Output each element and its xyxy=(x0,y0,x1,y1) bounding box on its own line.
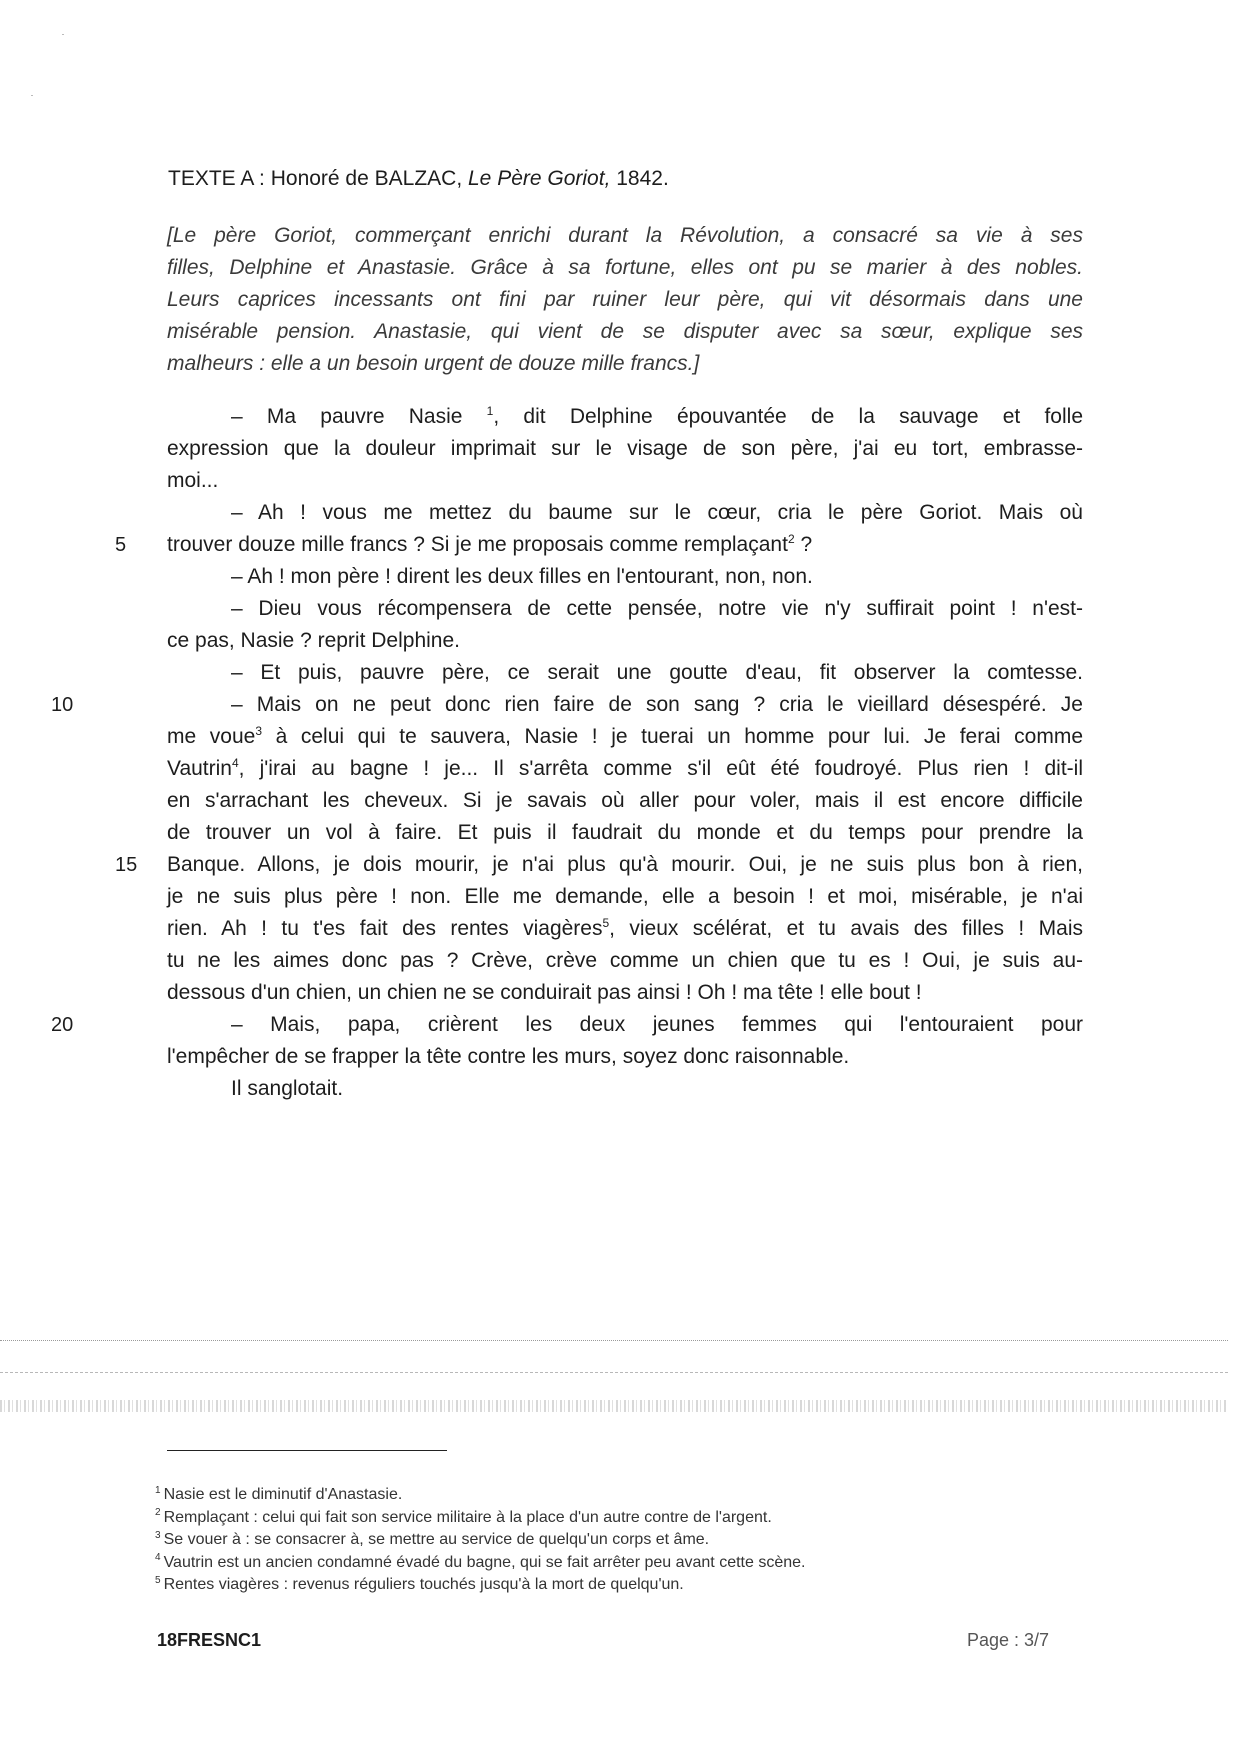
footnote-ref: 3 xyxy=(255,724,262,738)
text-line: je ne suis plus père ! non. Elle me demande, elle a besoin ! et moi, misérable, je n'ai xyxy=(167,885,1083,908)
line-number: 5 xyxy=(115,534,127,556)
text-line: tu ne les aimes donc pas ? Crève, crève comme un chien que tu es ! Oui, je suis au- xyxy=(167,949,1083,972)
text-line: en s'arrachant les cheveux. Si je savais où aller pour voler, mais il est encore difficile xyxy=(167,789,1083,812)
publication-year: 1842. xyxy=(616,167,669,190)
footnote: $^5$ Rentes viagères : revenus réguliers touchés jusqu'à la mort de quelqu'un. xyxy=(155,1574,684,1593)
intro-line: misérable pension. Anastasie, qui vient de se disputer avec sa sœur, explique ses xyxy=(167,320,1083,343)
text-line: 20 – Mais, papa, crièrent les deux jeunes femmes qui l'entouraient pour xyxy=(167,1009,1083,1041)
introduction-paragraph xyxy=(167,220,1083,380)
text-line: Vautrin$^4$, j'irai au bagne ! je... Il s'arrêta comme s'il eût été foudroyé. Plus rien ! dit-il xyxy=(167,756,1083,780)
footnote-ref: 1 xyxy=(486,404,494,418)
scan-speck xyxy=(62,34,64,35)
footnote-ref: 5 xyxy=(602,916,610,930)
text-line: l'empêcher de se frapper la tête contre les murs, soyez donc raisonnable. xyxy=(167,1045,850,1068)
exam-code: 18FRESNC1 xyxy=(157,1630,262,1650)
scan-speck xyxy=(31,95,33,96)
text-line: rien. Ah ! tu t'es fait des rentes viagères$^5$, vieux scélérat, et tu avais des filles ! Mais xyxy=(167,916,1083,940)
footnote-separator xyxy=(167,1450,447,1451)
source-title xyxy=(168,167,669,191)
footnote: $^2$ Remplaçant : celui qui fait son service militaire à la place d'un autre contre de l'argent. xyxy=(155,1507,772,1526)
work-title: Le Père Goriot, xyxy=(468,167,611,190)
line-number: 15 xyxy=(115,854,138,876)
footnote-ref: 4 xyxy=(231,756,239,770)
scan-dashed-line xyxy=(0,1372,1228,1373)
text-line: Il sanglotait. xyxy=(231,1077,344,1100)
intro-line: malheurs : elle a un besoin urgent de douze mille francs.] xyxy=(167,352,700,375)
text-label: TEXTE A : xyxy=(168,167,265,190)
text-line: – Ah ! mon père ! dirent les deux filles en l'entourant, non, non. xyxy=(231,565,813,588)
text-line: 10 – Mais on ne peut donc rien faire de son sang ? cria le vieillard désespéré. Je xyxy=(167,689,1083,721)
page-number: Page : 3/7 xyxy=(967,1630,1050,1650)
text-line: ce pas, Nasie ? reprit Delphine. xyxy=(167,629,460,652)
text-line: dessous d'un chien, un chien ne se conduirait pas ainsi ! Oh ! ma tête ! elle bout ! xyxy=(167,981,922,1004)
text-line: moi... xyxy=(167,469,219,492)
footnotes xyxy=(155,1484,805,1597)
intro-line: Leurs caprices incessants ont fini par ruiner leur père, qui vit désormais dans une xyxy=(167,288,1083,311)
author-name: Honoré de BALZAC, xyxy=(270,167,463,190)
text-line: – Dieu vous récompensera de cette pensée, notre vie n'y suffirait point ! n'est- xyxy=(231,597,1083,620)
text-line: – Ma pauvre Nasie $^1$, dit Delphine épouvantée de la sauvage et folle xyxy=(231,404,1083,428)
text-line: de trouver un vol à faire. Et puis il faudrait du monde et du temps pour prendre la xyxy=(167,821,1083,844)
intro-line: filles, Delphine et Anastasie. Grâce à sa fortune, elles ont pu se marier à des nobles. xyxy=(167,256,1083,279)
text-line: me voue$^3$ à celui qui te sauvera, Nasie ! je tuerai un homme pour lui. Je ferai comme xyxy=(167,724,1083,748)
text-line: – Ah ! vous me mettez du baume sur le cœur, cria le père Goriot. Mais où xyxy=(231,501,1083,524)
text-line: 5 trouver douze mille francs ? Si je me proposais comme remplaçant$^2$ ? xyxy=(167,529,1083,561)
line-number: 10 xyxy=(51,694,74,716)
footnote-ref: 2 xyxy=(787,532,795,546)
footnote: $^3$ Se vouer à : se consacrer à, se mettre au service de quelqu'un corps et âme. xyxy=(155,1529,710,1548)
text-line: – Et puis, pauvre père, ce serait une goutte d'eau, fit observer la comtesse. xyxy=(231,661,1083,684)
line-number: 20 xyxy=(51,1014,74,1036)
scan-noise-band xyxy=(0,1400,1228,1412)
footnote: $^4$ Vautrin est un ancien condamné évadé du bagne, qui se fait arrêter peu avant cette scène. xyxy=(155,1552,806,1571)
excerpt-text xyxy=(51,401,1083,1105)
text-line: 15 Banque. Allons, je dois mourir, je n'ai plus qu'à mourir. Oui, je ne suis plus bon à rien, xyxy=(167,849,1083,881)
scan-dotted-line xyxy=(0,1340,1228,1341)
text-line: expression que la douleur imprimait sur le visage de son père, j'ai eu tort, embrasse- xyxy=(167,437,1083,460)
footnote: $^1$ Nasie est le diminutif d'Anastasie. xyxy=(155,1484,403,1503)
intro-line: [Le père Goriot, commerçant enrichi durant la Révolution, a consacré sa vie à ses xyxy=(167,224,1083,247)
